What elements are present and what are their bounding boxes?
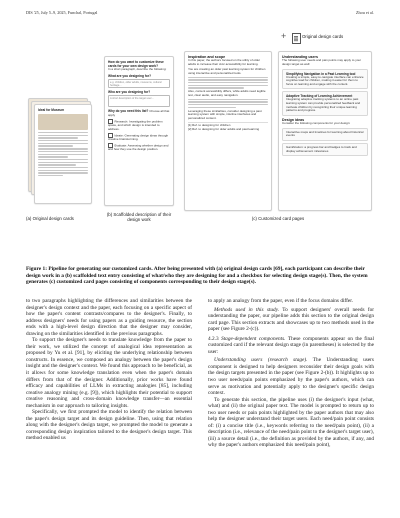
figure-caption-label: Figure 1: xyxy=(26,266,48,272)
option-evaluate-label: Evaluate: Assessing whether design and and how they use the design position. xyxy=(108,143,169,152)
c1-title: Inspiration and scope xyxy=(188,55,226,59)
left-para-3: Specifically, we first prompted the model to identify the relation between the paper's design target and its design guideline. Then, using that relation along with the designer's design target, we prompted the model to generate a corresponding design inspiration tailored to the designer's design target. This method enabled us xyxy=(26,409,192,442)
c2-design-title: Design ideas xyxy=(282,117,305,122)
c1-ref1: [1] Ref. to designing for children xyxy=(188,123,231,128)
document-icon xyxy=(292,33,301,44)
c2-idea-1 xyxy=(282,128,368,141)
header-right: Zhou et al. xyxy=(355,10,374,15)
original-card-title: Ideal for Museum xyxy=(38,108,65,112)
figure-pipeline xyxy=(26,26,374,262)
q-what: What are you designing for? xyxy=(108,73,152,78)
q-why xyxy=(108,109,170,118)
subsection-number: 4.2.3 xyxy=(208,335,219,342)
c1-p1: In this paper, the authors focused on the utility of older adults to increase their civic accessibility for learning. xyxy=(188,58,261,66)
original-card-front xyxy=(34,104,92,204)
c2-need-1 xyxy=(282,69,368,90)
uu-label: Understanding users (research stage). xyxy=(214,357,308,364)
q-who: Who are you designing for? xyxy=(108,89,151,94)
right-last-para: To generate this section, the pipeline uses (i) the designer's input (what, what) and (ii) the original paper text. The model is prompted to return up to two user needs or pain points highlighted by the paper authors that may also help the designer understand their target users. Each need/pain point consists of: (i) a concise title (i.e., keywords referring to the need/pain point), (ii) a description (i.e., relevance of the need/pain point to the designer's target user), (iii) a source detail (i.e., the definition as provided by the authors, if any, and why the paper's authors emphasized this need/pain point), xyxy=(208,396,374,449)
figure-caption xyxy=(26,266,374,286)
q-why-sub: Choose all that apply xyxy=(108,108,170,118)
c2-need-2-body: Integrating adaptive tracking systems to an online past learning system can provide personalized feedback and motivate children by recognizing their unique learning patterns and progress. xyxy=(286,97,361,113)
q-customize: How do you want to customize these cards for your own design work? xyxy=(108,60,164,68)
understanding-users-para xyxy=(208,357,374,396)
c2-title: Understanding users xyxy=(282,55,318,59)
what-input[interactable]: e.g. children, older adults, museums, cultural heritage… xyxy=(108,79,170,88)
running-header xyxy=(26,10,374,18)
methods-label: Methods used in this study. xyxy=(214,306,280,313)
methods-text: To support designers' overall needs for understanding the paper, our pipeline adds this section to the original design card page. This section extracts and showcases up to two methods used in the paper (see Figure 2-(c)). xyxy=(208,306,374,333)
left-para-1: to two paragraphs highlighting the differences and similarities between the designer's design context and the paper, each focusing on a specific aspect of how the paper's content contrasts/compares to the designer's. Finally, to address designers' needs for using papers as a guiding resource, the section ends with a high-level design direction that the designer may consider, drawing on the similarities identified in the previous paragraphs. xyxy=(26,298,192,337)
left-para-2: To support the designer's needs to translate knowledge from the paper to their work, we utilized the concept of analogical idea representation as proposed by Yu et al. [91], by eliciting the underlying relationship between constructs. In essence, we composed an analogy between the paper's design insight and the designer's context. We found this approach to be beneficial, as it allows for some knowledge translation even when the paper's domain differs from that of the designer. Additionally, prior works have found efficacy and capabilities of LLMs in extracting analogies [85], including creative analogy mining (e.g. [9]), which highlights their potential to support creative reasoning and cross-domain knowledge transfer—an essential mechanism in our approach to tailoring insights. xyxy=(26,337,192,409)
c1-ref2: [2] Ref. to designing for older adults and past learning xyxy=(188,127,260,132)
c2-need-2-title: Adaptive Tracking of Learning Achievement xyxy=(286,94,353,99)
c1-p3: Also, content accessibility differs, while adults need legible text, clear audio, and easy navigation. xyxy=(188,89,266,97)
figure-caption-text: Pipeline for generating our customized cards. After being presented with (a) original design cards [69], each participant can describe their design work in a (b) scaffolded text entry consisting of what/who they are designing for and a checkbox for selecting design stage(s). Then, the system generates (c) customized card pages consisting of components corresponding to their design stage(s). xyxy=(26,266,368,286)
subsection-para xyxy=(208,336,374,356)
option-ideate-label: Ideate: Generating design ideas through creative brainstorming. xyxy=(108,133,169,141)
scaffold-form xyxy=(104,56,174,206)
c1-p4: Leveraging these similarities, consider designing a past learning system with simple, intuitive interfaces and personalized content. xyxy=(188,108,262,120)
option-ideate[interactable] xyxy=(108,133,170,142)
option-research-label: Research: Investigating the problem space, and which design is intended to address. xyxy=(108,119,163,131)
right-para-1: to apply an analogy from the paper, even if the focus domains differ. xyxy=(208,298,354,304)
who-input[interactable]: A short description of the target user… xyxy=(108,95,170,107)
c1-text-lines xyxy=(188,77,268,89)
c2-idea-2 xyxy=(282,143,368,156)
c2-design-sub: Consider the following components for your design: xyxy=(282,121,351,126)
original-card-text xyxy=(38,132,88,176)
c2-idea-1-text: Interactive maps and timelines for learning about historical events xyxy=(286,129,364,138)
customized-card-1 xyxy=(184,51,272,211)
c2-sub: The following user needs and pain points may apply to your design target as well: xyxy=(282,58,362,66)
header-left: DIS '25, July 5–9, 2025, Funchal, Portugal xyxy=(26,10,98,15)
c1-text-lines-2 xyxy=(188,99,268,108)
customized-card-2 xyxy=(278,51,372,211)
label-b: (b) Scaffolded description of their design work xyxy=(106,212,172,222)
left-column xyxy=(26,298,192,442)
original-card-image xyxy=(38,114,88,130)
c2-need-1-body: Creating a simple, easy-to-navigate interface can enhance cognitive load for children, making it easier for them to focus on learning and engage with the content. xyxy=(286,74,364,86)
plus-icon: + xyxy=(281,31,287,41)
subsection-title: Stage-dependent components. xyxy=(221,335,286,342)
q-why-label: Why do you need this list? xyxy=(108,108,149,113)
uu-text: The Understanding users component is designed to help designers reconsider their design goals with the design targets presented in the paper (see Figure 2-(b)). It highlights up to two user needs/pain points emphasized by the paper's authors, which can serve as motivation and potentially apply to the designer's specific design context. xyxy=(208,357,374,397)
right-column xyxy=(208,298,374,449)
c2-need-2 xyxy=(282,91,368,115)
q-customize-sub: In a short paragraph, describe the following: xyxy=(108,67,167,71)
option-evaluate[interactable] xyxy=(108,143,170,152)
label-a: (a) Original design cards xyxy=(26,216,74,221)
c2-idea-2-text: Gamification: a progress bar and badges to track and display achievement milestones xyxy=(286,144,357,153)
methods-para xyxy=(208,307,374,333)
option-research[interactable] xyxy=(108,119,170,131)
subsection-text: These components appear on the final customized card if the relevant design stage (in parentheses) is selected by the user: xyxy=(208,335,375,355)
label-c: (c) Customized card pages xyxy=(251,216,305,221)
original-cards-label: Original design cards xyxy=(302,34,344,39)
c1-p2: You are creating an older past learning system for children using interactive and personalized tools. xyxy=(188,67,266,75)
c2-need-1-title: Simplifying Navigation in a Past Learning tool xyxy=(286,71,356,76)
